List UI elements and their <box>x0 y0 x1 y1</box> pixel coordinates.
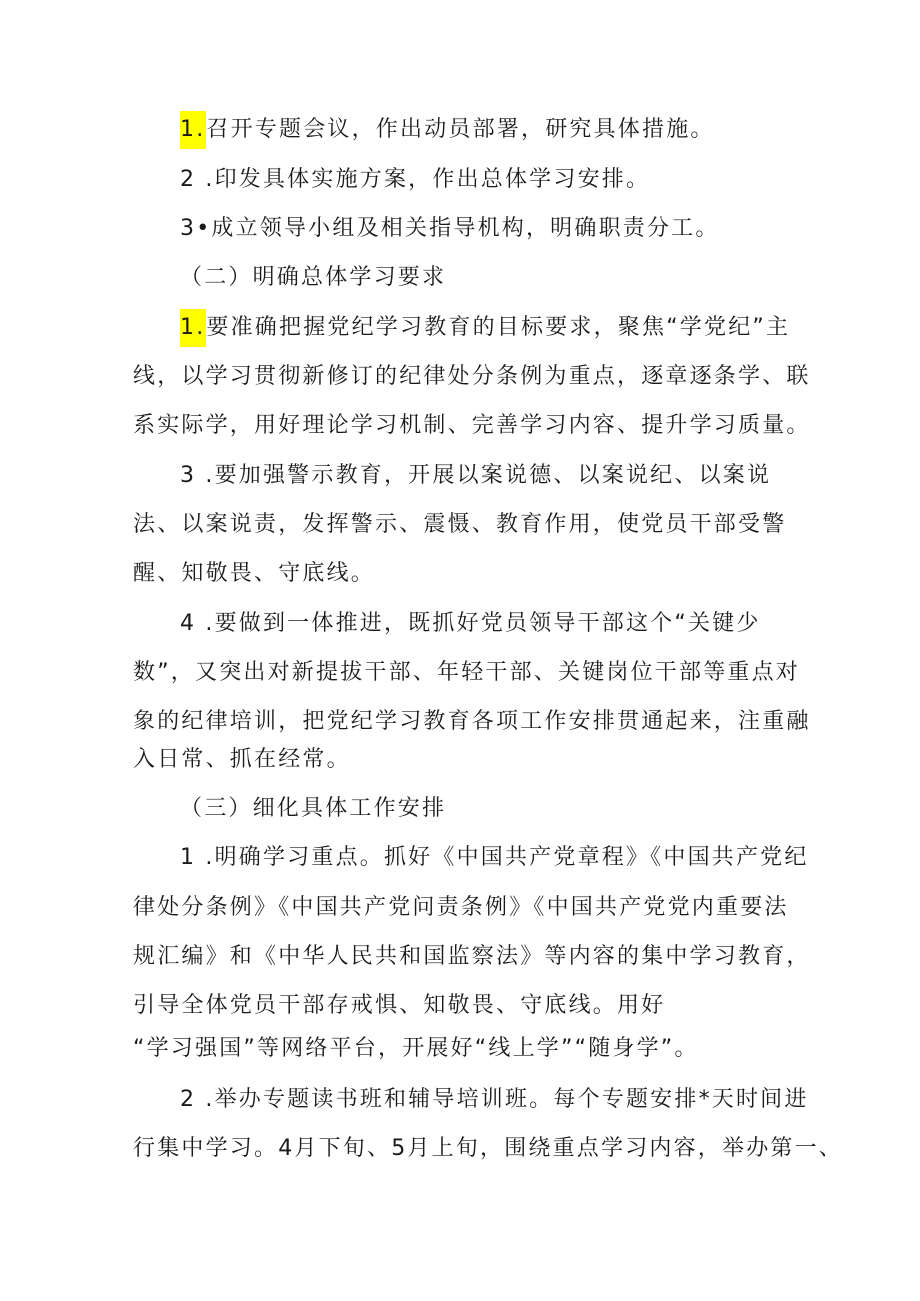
list-item-3-leadership-group: 3•成立领导小组及相关指导机构，明确职责分工。 <box>180 216 720 241</box>
section-heading-2: （二）明确总体学习要求 <box>180 265 447 290</box>
section-heading-3: （三）细化具体工作安排 <box>180 796 447 821</box>
list-item-2-issue-plan: 2 .印发具体实施方案，作出总体学习安排。 <box>180 167 651 192</box>
paragraph-line: 4 .要做到一体推进，既抓好党员领导干部这个“关键少 <box>180 611 761 636</box>
paragraph-line: 系实际学，用好理论学习机制、完善学习内容、提升学习质量。 <box>133 413 811 438</box>
paragraph-line: 1 .明确学习重点。抓好《中国共产党章程》《中国共产党纪 <box>180 845 809 870</box>
paragraph-line: 数”，又突出对新提拔干部、年轻干部、关键岗位干部等重点对 <box>133 660 800 685</box>
paragraph-line: 醒、知敬畏、守底线。 <box>133 561 376 586</box>
highlighted-number: 1. <box>180 309 206 347</box>
paragraph-line: 入日常、抓在经常。 <box>133 747 351 772</box>
paragraph-line: 2 .举办专题读书班和辅导培训班。每个专题安排*天时间进 <box>180 1087 809 1112</box>
paragraph-line: 线，以学习贯彻新修订的纪律处分条例为重点，逐章逐条学、联 <box>133 364 811 389</box>
line-text: 要准确把握党纪学习教育的目标要求，聚焦“学党纪”主 <box>206 315 791 340</box>
paragraph-line: 3 .要加强警示教育，开展以案说德、以案说纪、以案说 <box>180 463 772 488</box>
paragraph-line <box>180 313 790 347</box>
paragraph-line: 行集中学习。4月下旬、5月上旬，围绕重点学习内容，举办第一、 <box>133 1136 843 1161</box>
paragraph-line: 引导全体党员干部存戒惧、知敬畏、守底线。用好 <box>133 993 666 1018</box>
paragraph-line: “学习强国”等网络平台，开展好“线上学”“随身学”。 <box>133 1036 699 1061</box>
line-text: 召开专题会议，作出动员部署，研究具体措施。 <box>206 117 715 142</box>
highlighted-number: 1. <box>180 111 206 149</box>
list-item-1-convene-meeting <box>180 115 715 149</box>
paragraph-line: 法、以案说责，发挥警示、震慑、教育作用，使党员干部受警 <box>133 512 787 537</box>
paragraph-line: 律处分条例》《中国共产党问责条例》《中国共产党党内重要法 <box>133 895 789 920</box>
paragraph-line: 规汇编》和《中华人民共和国监察法》等内容的集中学习教育， <box>133 944 811 969</box>
paragraph-line: 象的纪律培训，把党纪学习教育各项工作安排贯通起来，注重融 <box>133 709 811 734</box>
